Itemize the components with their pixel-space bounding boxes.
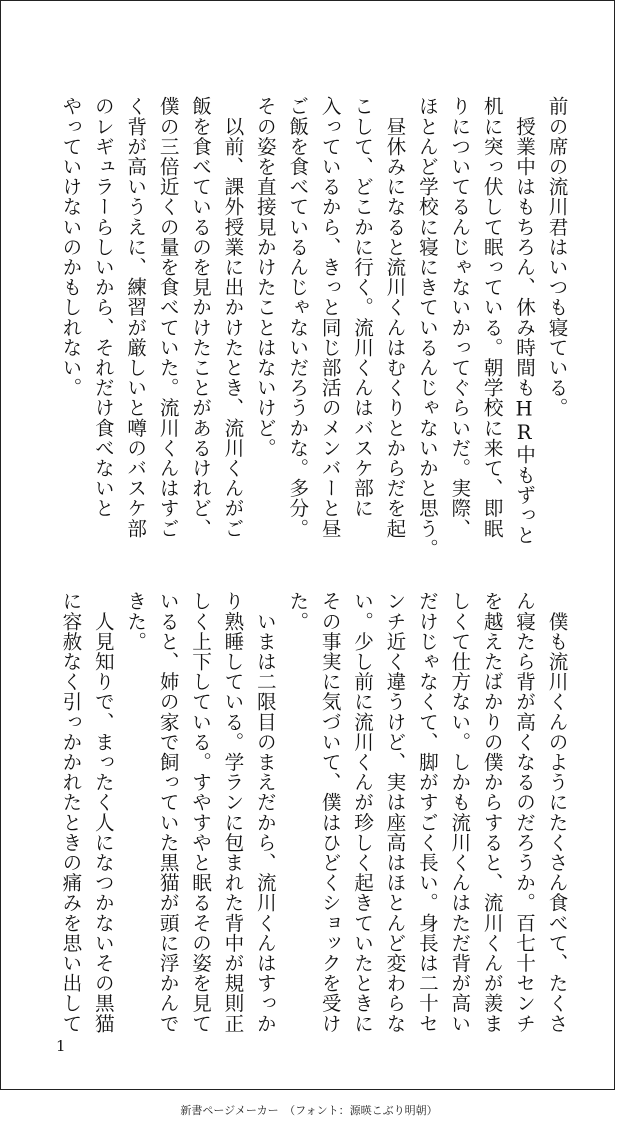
text-line: 昼休みになると流川くんはむくりとからだを起: [382, 96, 406, 539]
page-number: 1: [56, 1037, 66, 1055]
text-line: り熟睡している。学ランに包まれた背中が規則正: [220, 591, 244, 1034]
text-line: ほとんど学校に寝にきているんじゃないかと思う。: [415, 96, 439, 559]
text-line: きた。: [123, 591, 147, 652]
text-line: い。少し前に流川くんが珍しく起きていたときに: [350, 591, 374, 1034]
text-line: のレギュラーらしいから、それだけ食べないと: [91, 96, 115, 519]
text-line: 僕の三倍近くの量を食べていた。流川くんはすご: [156, 96, 180, 539]
text-line: いると、姉の家で飼っていた黒猫が頭に浮かんで: [156, 591, 180, 1034]
footer-credit: 新書ページメーカー （フォント：源暎こぶり明朝）: [180, 1104, 438, 1117]
text-line: た。: [285, 591, 309, 632]
text-line: 入っているから、きっと同じ部活のメンバーと昼: [318, 96, 342, 539]
text-line: 授業中はもちろん、休み時間もHR中もずっと: [512, 96, 536, 545]
text-line: しくて仕方ない。しかも流川くんはただ背が高い: [447, 591, 471, 1034]
lower-text-block: [54, 591, 573, 1051]
text-line: 机に突っ伏して眠っている。朝学校に来て、即眠: [480, 96, 504, 539]
text-line: 以前、課外授業に出かけたとき、流川くんがご: [220, 96, 244, 539]
text-line: く背が高いうえに、練習が厳しいと噂のバスケ部: [123, 96, 147, 539]
text-line: 人見知りで、まったく人になつかないその黒猫: [91, 591, 115, 1034]
text-line: だけじゃなくて、脚がすごく長い。身長は二十セ: [415, 591, 439, 1034]
text-line: 僕も流川くんのようにたくさん食べて、たくさ: [545, 591, 568, 1034]
text-line: 飯を食べているのを見かけたことがあるけれど、: [188, 96, 212, 539]
upper-text-block: [54, 96, 573, 559]
text-line: その姿を直接見かけたことはないけど。: [253, 96, 277, 458]
text-line: ん寝たら背が高くなるのだろうか。百七十センチ: [512, 591, 536, 1034]
text-line: こして、どこかに行く。流川くんはバスケ部に: [350, 96, 374, 519]
text-line: やっていけないのかもしれない。: [58, 96, 82, 398]
text-line: に容赦なく引っかかれたときの痛みを思い出して: [58, 591, 82, 1034]
text-line: ご飯を食べているんじゃないだろうかな。多分。: [285, 96, 309, 539]
text-line: りについてるんじゃないかってぐらいだ。実際、: [447, 96, 471, 539]
text-line: しく上下している。すやすやと眠るその姿を見て: [188, 591, 212, 1034]
text-line: いまは二限目のまえだから、流川くんはすっか: [253, 591, 277, 1034]
text-line: ンチ近く違うけど、実は座高はほとんど変わらな: [382, 591, 406, 1034]
text-line: 前の席の流川君はいつも寝ている。: [545, 96, 568, 418]
text-line: その事実に気づいて、僕はひどくショックを受け: [318, 591, 342, 1034]
text-line: を越えたばかりの僕からすると、流川くんが羨ま: [480, 591, 504, 1034]
